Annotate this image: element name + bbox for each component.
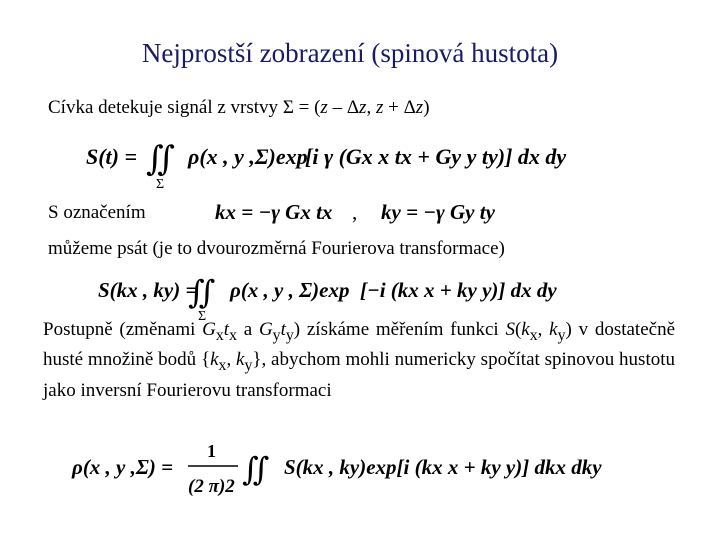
z-variable: z (320, 97, 328, 118)
formula-separator: , (352, 200, 358, 224)
fraction-denominator: (2 π)2 (188, 476, 235, 497)
formula-ky: ky = −γ Gy ty (381, 200, 495, 224)
sigma-symbol: Σ (282, 97, 294, 118)
paragraph-text: ) v dostatečně husté množině bodů { (43, 319, 676, 371)
var-g: G (202, 319, 216, 340)
formula-kx: kx = −γ Gx tx (215, 200, 333, 224)
formula-fourier-exponent: [−i (kx x + ky y)] dx dy (360, 278, 557, 302)
paragraph-text: }, abychom mohli numericky spočítat spinovou hustotu jako inversní Fourierovu transformaci (43, 349, 676, 401)
z-variable: z (415, 97, 424, 118)
integral-domain-sigma: Σ (198, 309, 207, 324)
sub-y: y (272, 326, 281, 344)
detection-text: Cívka detekuje signál z vrstvy (48, 97, 283, 118)
paragraph-text: a (237, 319, 259, 340)
close-paren: ) (423, 97, 430, 118)
formula-signal-density: ρ(x , y ,Σ)exp (188, 144, 308, 169)
sub-x: x (218, 357, 227, 375)
notation-label: S označením (48, 202, 146, 223)
sub-y: y (244, 357, 253, 375)
equals-paren: = ( (293, 97, 321, 118)
var-k: k (236, 349, 245, 371)
z-variable: z (359, 97, 367, 118)
sub-x: x (229, 326, 237, 344)
double-integral-icon: ∬ (242, 451, 270, 487)
formula-inverse-lhs: ρ(x , y ,Σ) = (72, 455, 174, 479)
var-k: k (521, 319, 530, 340)
comma: , (366, 97, 376, 118)
paren: ( (514, 319, 522, 340)
paragraph-text: Postupně (změnami (43, 319, 203, 340)
sub-x: x (215, 326, 224, 344)
var-t: t (280, 319, 286, 340)
var-k: k (549, 319, 558, 340)
fourier-line: můžeme psát (je to dvourozměrná Fourierova transformace) (48, 238, 505, 259)
integral-domain-sigma: Σ (156, 177, 165, 192)
minus-delta: – Δ (327, 97, 360, 118)
sub-y: y (285, 326, 294, 344)
formula-signal-exponent: [i γ (Gx x tx + Gy y ty)] dx dy (305, 144, 567, 169)
formula-fourier-lhs: S(kx , ky) = (98, 278, 198, 302)
formula-inverse-rhs: S(kx , ky)exp[i (kx x + ky y)] dkx dky (284, 455, 602, 479)
sub-x: x (529, 326, 538, 344)
double-integral-icon: ∬ (146, 141, 175, 178)
paragraph-text: ) získáme měřením funkci (293, 319, 506, 340)
var-s: S (505, 319, 515, 340)
formula-fourier-density: ρ(x , y , Σ)exp (230, 278, 350, 302)
var-g: G (258, 319, 273, 340)
var-k: k (210, 349, 219, 371)
z-variable: z (375, 97, 384, 118)
double-integral-icon: ∬ (188, 274, 216, 310)
fraction-numerator: 1 (207, 441, 216, 461)
formula-signal-lhs: S(t) = (86, 144, 138, 169)
comma: , (226, 349, 236, 371)
sub-y: y (557, 326, 566, 344)
var-t: t (223, 319, 230, 340)
comma: , (537, 319, 550, 340)
plus-delta: + Δ (383, 97, 416, 118)
slide-title: Nejprostší zobrazení (spinová hustota) (141, 38, 559, 68)
